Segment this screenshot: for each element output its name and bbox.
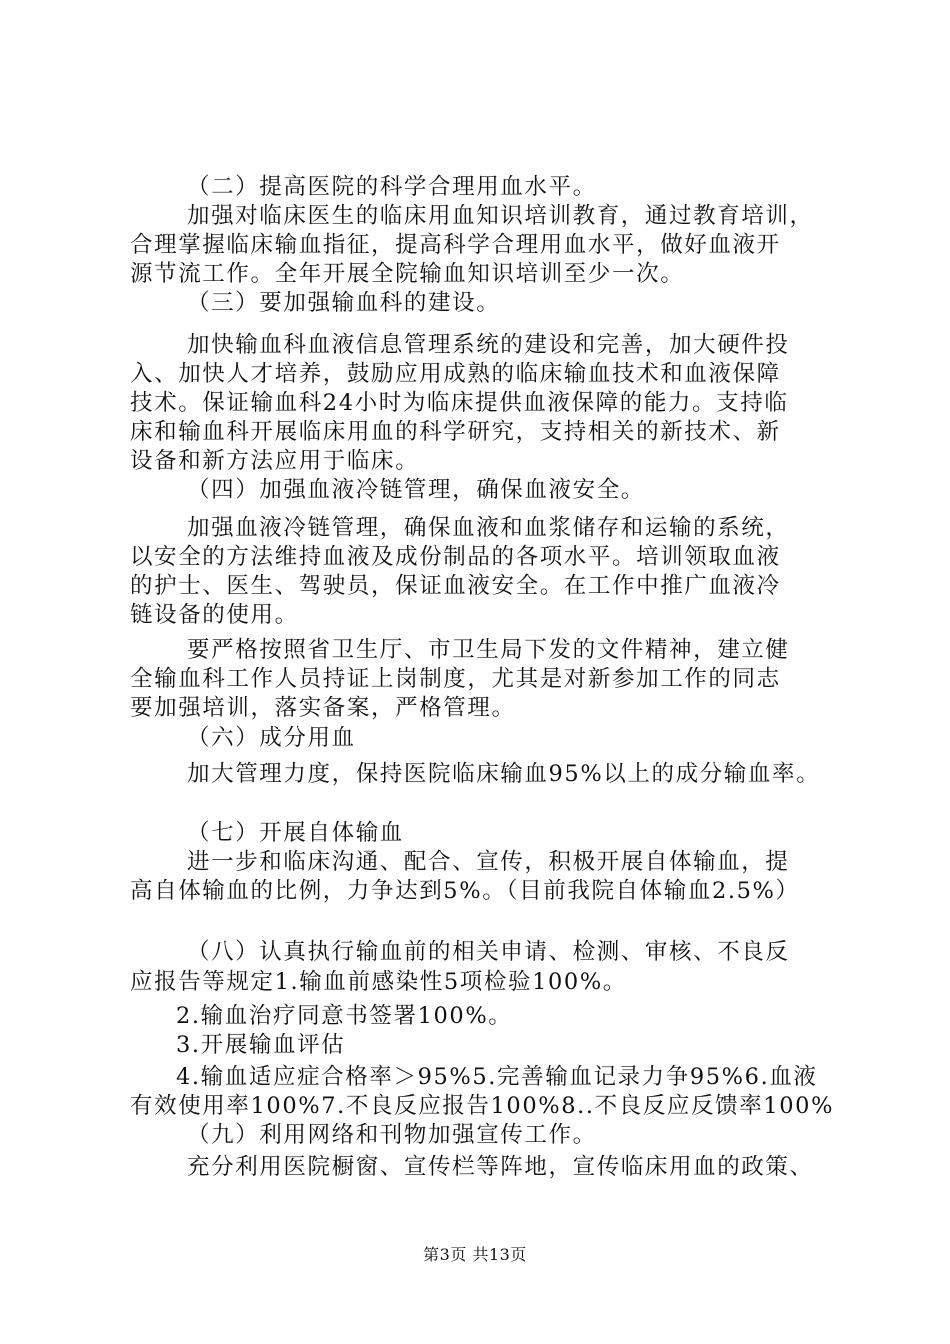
text-line: 源节流工作。全年开展全院输血知识培训至少一次。 bbox=[130, 261, 685, 287]
text-line: （六）成分用血 bbox=[187, 725, 356, 751]
text-line: 全输血科工作人员持证上岗制度，尤其是对新参加工作的同志 bbox=[130, 666, 781, 692]
text-line: （三）要加强输血科的建设。 bbox=[187, 290, 501, 316]
text-line: （二）提高医院的科学合理用血水平。 bbox=[187, 174, 597, 200]
text-line: （七）开展自体输血 bbox=[187, 820, 404, 846]
text-line: 设备和新方法应用于临床。 bbox=[130, 448, 420, 474]
text-line: 以安全的方法维持血液及成份制品的各项水平。培训领取血液 bbox=[130, 544, 781, 570]
page-number-footer: 第3页 共13页 bbox=[423, 1245, 527, 1264]
text-line: 加大管理力度，保持医院临床输血95%以上的成分输血率。 bbox=[187, 761, 821, 787]
text-line: 链设备的使用。 bbox=[130, 602, 299, 628]
text-line: 充分利用医院橱窗、宣传栏等阵地，宣传临床用血的政策、 bbox=[187, 1154, 814, 1180]
text-line: （四）加强血液冷链管理，确保血液安全。 bbox=[187, 477, 645, 503]
text-line: 进一步和临床沟通、配合、宣传，积极开展自体输血，提 bbox=[187, 849, 790, 875]
text-line: （九）利用网络和刊物加强宣传工作。 bbox=[187, 1122, 597, 1148]
text-line: 入、加快人才培养，鼓励应用成熟的临床输血技术和血液保障 bbox=[130, 361, 781, 387]
text-line: 加强对临床医生的临床用血知识培训教育，通过教育培训， bbox=[187, 203, 814, 229]
text-line: 技术。保证输血科24小时为临床提供血液保障的能力。支持临 bbox=[130, 390, 789, 416]
text-line: 加强血液冷链管理，确保血液和血浆储存和运输的系统， bbox=[187, 515, 790, 541]
text-line: 的护士、医生、驾驶员，保证血液安全。在工作中推广血液冷 bbox=[130, 573, 781, 599]
text-line: （八）认真执行输血前的相关申请、检测、审核、不良反 bbox=[187, 939, 790, 965]
text-line: 要严格按照省卫生厅、市卫生局下发的文件精神，建立健 bbox=[187, 637, 790, 663]
text-line: 加快输血科血液信息管理系统的建设和完善，加大硬件投 bbox=[187, 332, 790, 358]
text-line: 4.输血适应症合格率＞95%5.完善输血记录力争95%6.血液 bbox=[176, 1064, 818, 1090]
text-line: 合理掌握临床输血指征，提高科学合理用血水平，做好血液开 bbox=[130, 232, 781, 258]
text-line: 要加强培训，落实备案，严格管理。 bbox=[130, 695, 516, 721]
text-line: 床和输血科开展临床用血的科学研究，支持相关的新技术、新 bbox=[130, 419, 781, 445]
text-line: 3.开展输血评估 bbox=[176, 1032, 346, 1058]
text-line: 高自体输血的比例，力争达到5%。（目前我院自体输血2.5%） bbox=[130, 878, 800, 904]
text-line: 2.输血治疗同意书签署100%。 bbox=[176, 1003, 513, 1029]
text-line: 有效使用率100%7.不良反应报告100%8..不良反应反馈率100% bbox=[130, 1093, 835, 1119]
text-line: 应报告等规定1.输血前感染性5项检验100%。 bbox=[130, 969, 627, 995]
